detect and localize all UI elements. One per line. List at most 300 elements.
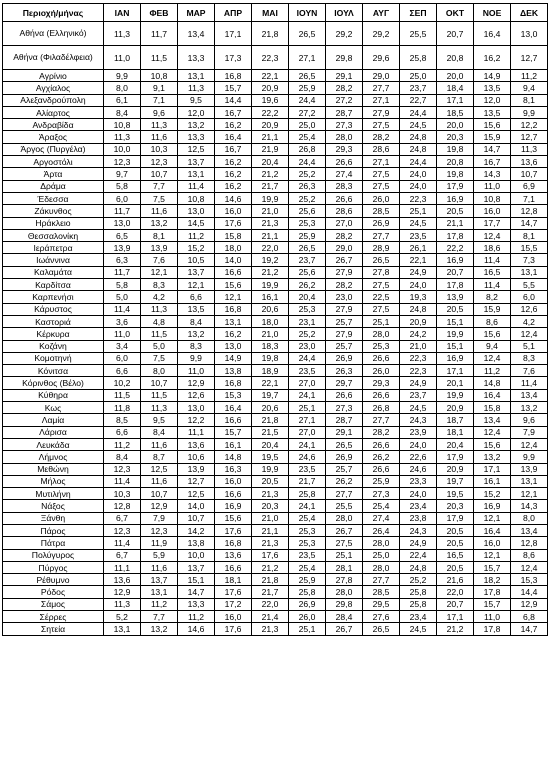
region-name-cell: Κόρινθος (Βέλο) [3, 377, 104, 389]
temperature-cell: 8,1 [511, 94, 548, 106]
temperature-cell: 26,9 [326, 451, 363, 463]
temperature-cell: 18,6 [474, 242, 511, 254]
temperature-cell: 24,3 [400, 524, 437, 536]
temperature-cell: 13,9 [178, 463, 215, 475]
temperature-cell: 7,6 [511, 365, 548, 377]
temperature-cell: 10,8 [178, 192, 215, 204]
temperature-cell: 27,3 [363, 488, 400, 500]
temperature-cell: 16,2 [215, 119, 252, 131]
column-header-month: ΙΑΝ [104, 4, 141, 22]
temperature-cell: 20,7 [437, 22, 474, 46]
temperature-cell: 4,2 [511, 315, 548, 327]
region-name-cell: Ρόδος [3, 586, 104, 598]
temperature-cell: 24,9 [400, 266, 437, 278]
temperature-cell: 29,6 [363, 46, 400, 70]
temperature-cell: 21,8 [252, 574, 289, 586]
temperature-cell: 11,6 [141, 131, 178, 143]
temperature-cell: 22,3 [400, 192, 437, 204]
temperature-cell: 29,1 [326, 70, 363, 82]
table-row [3, 340, 548, 352]
temperature-cell: 25,7 [326, 340, 363, 352]
temperature-cell: 10,6 [178, 451, 215, 463]
temperature-cell: 21,3 [252, 537, 289, 549]
temperature-cell: 12,7 [178, 475, 215, 487]
temperature-cell: 26,0 [289, 611, 326, 623]
temperature-cell: 26,6 [326, 156, 363, 168]
temperature-cell: 20,8 [437, 156, 474, 168]
temperature-cell: 11,6 [141, 561, 178, 573]
temperature-cell: 27,7 [363, 414, 400, 426]
temperature-cell: 20,9 [252, 119, 289, 131]
temperature-cell: 27,5 [363, 180, 400, 192]
temperature-cell: 17,1 [437, 94, 474, 106]
table-row [3, 451, 548, 463]
temperature-cell: 29,1 [326, 426, 363, 438]
region-name-cell: Σητεία [3, 623, 104, 635]
temperature-cell: 29,8 [326, 46, 363, 70]
temperature-cell: 23,7 [400, 82, 437, 94]
temperature-cell: 11,2 [178, 229, 215, 241]
column-header-month: ΣΕΠ [400, 4, 437, 22]
temperature-cell: 20,3 [437, 131, 474, 143]
table-row [3, 131, 548, 143]
temperature-cell: 23,5 [289, 463, 326, 475]
temperature-cell: 10,7 [141, 488, 178, 500]
temperature-cell: 21,8 [252, 414, 289, 426]
temperature-cell: 3,6 [104, 315, 141, 327]
region-name-cell: Μυτιλήνη [3, 488, 104, 500]
region-name-cell: Λευκάδα [3, 438, 104, 450]
temperature-cell: 28,0 [363, 561, 400, 573]
temperature-cell: 17,2 [215, 598, 252, 610]
temperature-cell: 26,6 [326, 389, 363, 401]
temperature-cell: 13,4 [511, 389, 548, 401]
region-name-cell: Κύθηρα [3, 389, 104, 401]
temperature-cell: 23,4 [400, 611, 437, 623]
temperature-cell: 12,5 [178, 488, 215, 500]
temperature-cell: 20,6 [252, 402, 289, 414]
temperature-cell: 13,9 [511, 463, 548, 475]
temperature-cell: 19,9 [252, 192, 289, 204]
temperature-cell: 13,9 [141, 242, 178, 254]
temperature-cell: 25,2 [400, 574, 437, 586]
temperature-cell: 20,9 [400, 315, 437, 327]
temperature-cell: 24,5 [400, 217, 437, 229]
table-row [3, 229, 548, 241]
temperature-cell: 26,9 [289, 598, 326, 610]
temperature-cell: 15,1 [437, 340, 474, 352]
temperature-cell: 18,4 [437, 82, 474, 94]
region-name-cell: Αγρίνιο [3, 70, 104, 82]
region-name-cell: Νάξος [3, 500, 104, 512]
temperature-cell: 18,0 [252, 315, 289, 327]
temperature-cell: 24,4 [400, 156, 437, 168]
temperature-cell: 13,1 [178, 168, 215, 180]
temperature-cell: 13,1 [141, 586, 178, 598]
temperature-cell: 27,9 [363, 106, 400, 118]
temperature-cell: 24,0 [400, 279, 437, 291]
temperature-cell: 8,6 [511, 549, 548, 561]
temperature-cell: 10,7 [511, 168, 548, 180]
temperature-cell: 24,4 [289, 94, 326, 106]
temperature-cell: 11,4 [104, 537, 141, 549]
temperature-cell: 12,3 [104, 463, 141, 475]
temperature-cell: 27,3 [326, 119, 363, 131]
temperature-cell: 21,0 [252, 328, 289, 340]
temperature-cell: 24,0 [400, 438, 437, 450]
table-row [3, 192, 548, 204]
temperature-cell: 13,6 [511, 156, 548, 168]
table-row [3, 254, 548, 266]
temperature-cell: 13,7 [178, 156, 215, 168]
temperature-cell: 27,1 [289, 46, 326, 70]
temperature-cell: 12,8 [511, 205, 548, 217]
temperature-cell: 12,2 [178, 414, 215, 426]
temperature-cell: 21,4 [252, 611, 289, 623]
temperature-cell: 15,8 [474, 402, 511, 414]
temperature-cell: 25,3 [289, 524, 326, 536]
temperature-cell: 11,6 [141, 438, 178, 450]
temperature-cell: 12,1 [474, 512, 511, 524]
temperature-cell: 28,2 [363, 131, 400, 143]
temperature-cell: 13,2 [474, 451, 511, 463]
table-row [3, 402, 548, 414]
temperature-cell: 18,2 [474, 574, 511, 586]
temperature-cell: 25,8 [289, 488, 326, 500]
temperature-cell: 10,3 [104, 488, 141, 500]
temperature-cell: 24,8 [400, 143, 437, 155]
temperature-cell: 29,0 [326, 242, 363, 254]
column-header-month: ΦΕΒ [141, 4, 178, 22]
temperature-cell: 14,8 [474, 377, 511, 389]
temperature-cell: 28,6 [363, 143, 400, 155]
temperature-cell: 25,5 [326, 500, 363, 512]
temperature-cell: 14,3 [511, 500, 548, 512]
temperature-cell: 28,4 [326, 611, 363, 623]
region-name-cell: Άργος (Πυργέλα) [3, 143, 104, 155]
temperature-cell: 17,6 [215, 586, 252, 598]
table-row [3, 156, 548, 168]
temperature-cell: 17,6 [252, 549, 289, 561]
table-row [3, 94, 548, 106]
temperature-cell: 12,1 [215, 291, 252, 303]
temperature-cell: 12,0 [178, 106, 215, 118]
temperature-cell: 24,5 [400, 119, 437, 131]
region-name-cell: Κάρυστος [3, 303, 104, 315]
temperature-cell: 28,9 [363, 242, 400, 254]
temperature-cell: 13,4 [511, 524, 548, 536]
temperature-cell: 5,2 [104, 611, 141, 623]
temperature-cell: 18,9 [252, 365, 289, 377]
temperature-cell: 26,7 [326, 623, 363, 635]
temperature-cell: 16,3 [215, 463, 252, 475]
temperature-cell: 15,2 [178, 242, 215, 254]
temperature-cell: 15,9 [474, 131, 511, 143]
temperature-cell: 16,6 [215, 266, 252, 278]
temperature-cell: 26,6 [363, 352, 400, 364]
temperature-cell: 25,0 [289, 119, 326, 131]
temperature-cell: 12,1 [474, 549, 511, 561]
temperature-cell: 25,9 [289, 82, 326, 94]
table-row [3, 279, 548, 291]
temperature-cell: 15,8 [215, 229, 252, 241]
temperature-cell: 10,0 [178, 549, 215, 561]
temperature-cell: 17,7 [474, 217, 511, 229]
temperature-cell: 10,8 [474, 192, 511, 204]
temperature-cell: 26,2 [289, 279, 326, 291]
temperature-cell: 8,7 [141, 451, 178, 463]
temperature-cell: 5,0 [141, 340, 178, 352]
temperature-cell: 22,4 [400, 549, 437, 561]
temperature-cell: 11,4 [178, 180, 215, 192]
temperature-cell: 6,8 [511, 611, 548, 623]
temperature-cell: 10,8 [141, 70, 178, 82]
temperature-cell: 26,4 [363, 524, 400, 536]
temperature-cell: 7,7 [141, 180, 178, 192]
temperature-cell: 25,2 [289, 192, 326, 204]
temperature-cell: 28,3 [326, 180, 363, 192]
temperature-cell: 11,7 [104, 205, 141, 217]
header-row [3, 4, 548, 22]
temperature-cell: 11,0 [474, 180, 511, 192]
temperature-cell: 24,2 [400, 328, 437, 340]
temperature-cell: 14,6 [215, 192, 252, 204]
temperature-cell: 13,9 [437, 291, 474, 303]
region-name-cell: Σάμος [3, 598, 104, 610]
table-row [3, 488, 548, 500]
temperature-cell: 11,2 [141, 598, 178, 610]
region-name-cell: Πολύγυρος [3, 549, 104, 561]
temperature-cell: 11,4 [474, 279, 511, 291]
temperature-cell: 13,0 [215, 340, 252, 352]
temperature-cell: 17,6 [215, 623, 252, 635]
temperature-cell: 11,5 [141, 389, 178, 401]
temperature-cell: 24,0 [400, 488, 437, 500]
temperature-cell: 23,1 [289, 315, 326, 327]
temperature-cell: 28,2 [326, 82, 363, 94]
temperature-cell: 29,5 [363, 598, 400, 610]
temperature-cell: 28,0 [326, 512, 363, 524]
temperature-cell: 5,1 [511, 340, 548, 352]
temperature-cell: 15,7 [215, 426, 252, 438]
temperature-cell: 7,7 [141, 611, 178, 623]
temperature-cell: 24,5 [400, 623, 437, 635]
temperature-cell: 15,9 [474, 303, 511, 315]
temperature-cell: 13,7 [178, 266, 215, 278]
temperature-cell: 24,8 [400, 303, 437, 315]
temperature-cell: 21,7 [252, 586, 289, 598]
temperature-cell: 5,8 [104, 279, 141, 291]
temperature-cell: 15,7 [215, 82, 252, 94]
temperature-cell: 25,7 [326, 463, 363, 475]
temperature-cell: 18,1 [437, 426, 474, 438]
temperature-cell: 21,3 [252, 488, 289, 500]
temperature-cell: 18,5 [437, 106, 474, 118]
temperature-cell: 22,0 [252, 598, 289, 610]
temperature-cell: 23,7 [289, 254, 326, 266]
temperature-cell: 27,2 [326, 94, 363, 106]
temperature-cell: 26,8 [363, 402, 400, 414]
temperature-cell: 20,5 [437, 205, 474, 217]
table-row [3, 414, 548, 426]
column-header-month: ΝΟΕ [474, 4, 511, 22]
region-name-cell: Αγχίαλος [3, 82, 104, 94]
temperature-cell: 22,1 [252, 377, 289, 389]
table-row [3, 328, 548, 340]
temperature-cell: 13,9 [104, 242, 141, 254]
temperature-cell: 16,4 [474, 22, 511, 46]
temperature-cell: 12,4 [511, 561, 548, 573]
temperature-cell: 16,4 [474, 389, 511, 401]
temperature-cell: 25,3 [363, 340, 400, 352]
temperature-cell: 29,8 [326, 598, 363, 610]
region-name-cell: Ιεράπετρα [3, 242, 104, 254]
temperature-cell: 8,3 [178, 340, 215, 352]
temperature-cell: 13,6 [215, 549, 252, 561]
temperature-cell: 17,9 [437, 180, 474, 192]
temperature-cell: 24,5 [400, 402, 437, 414]
region-name-cell: Ανδραβίδα [3, 119, 104, 131]
region-name-cell: Έδεσσα [3, 192, 104, 204]
temperature-cell: 27,0 [289, 426, 326, 438]
temperature-cell: 8,3 [141, 279, 178, 291]
table-row [3, 365, 548, 377]
temperature-cell: 23,5 [289, 549, 326, 561]
temperature-cell: 8,1 [511, 229, 548, 241]
temperature-cell: 11,0 [104, 328, 141, 340]
temperature-cell: 26,7 [326, 254, 363, 266]
column-header-month: ΑΥΓ [363, 4, 400, 22]
table-row [3, 217, 548, 229]
temperature-cell: 19,8 [437, 143, 474, 155]
temperature-cell: 11,2 [511, 70, 548, 82]
column-header-month: ΔΕΚ [511, 4, 548, 22]
temperature-cell: 25,4 [289, 512, 326, 524]
temperature-cell: 27,9 [326, 303, 363, 315]
temperature-cell: 6,1 [104, 94, 141, 106]
temperature-cell: 18,1 [215, 574, 252, 586]
temperature-cell: 8,0 [141, 365, 178, 377]
temperature-cell: 12,2 [511, 119, 548, 131]
temperature-cell: 24,0 [400, 180, 437, 192]
temperature-cell: 29,2 [363, 22, 400, 46]
temperature-cell: 6,0 [511, 291, 548, 303]
temperature-cell: 12,7 [511, 46, 548, 70]
temperature-cell: 12,9 [178, 377, 215, 389]
temperature-cell: 7,6 [141, 254, 178, 266]
temperature-cell: 11,7 [104, 266, 141, 278]
temperature-cell: 23,8 [400, 512, 437, 524]
temperature-cell: 12,1 [178, 279, 215, 291]
temperature-cell: 26,5 [289, 70, 326, 82]
temperature-cell: 22,7 [400, 94, 437, 106]
temperature-cell: 20,4 [252, 438, 289, 450]
region-name-cell: Ξάνθη [3, 512, 104, 524]
region-name-cell: Ρέθυμνο [3, 574, 104, 586]
temperature-cell: 15,6 [215, 512, 252, 524]
temperature-cell: 25,8 [400, 46, 437, 70]
temperature-cell: 25,1 [400, 205, 437, 217]
temperature-cell: 9,4 [511, 82, 548, 94]
temperature-cell: 8,1 [141, 229, 178, 241]
region-name-cell: Σέρρες [3, 611, 104, 623]
temperature-cell: 13,4 [178, 22, 215, 46]
table-row [3, 315, 548, 327]
temperature-cell: 11,3 [141, 303, 178, 315]
temperature-cell: 26,0 [363, 365, 400, 377]
temperature-cell: 25,2 [289, 328, 326, 340]
temperature-cell: 12,4 [511, 328, 548, 340]
table-row [3, 438, 548, 450]
temperature-cell: 17,1 [437, 365, 474, 377]
temperature-cell: 13,1 [511, 266, 548, 278]
temperature-cell: 11,6 [141, 205, 178, 217]
temperature-cell: 24,9 [400, 377, 437, 389]
temperature-cell: 10,7 [178, 512, 215, 524]
temperature-cell: 14,8 [215, 451, 252, 463]
temperature-cell: 11,5 [141, 46, 178, 70]
temperature-cell: 24,1 [289, 438, 326, 450]
temperature-cell: 28,2 [326, 279, 363, 291]
temperature-cell: 16,1 [252, 291, 289, 303]
temperature-cell: 24,4 [289, 352, 326, 364]
temperature-cell: 12,1 [141, 266, 178, 278]
temperature-cell: 19,9 [437, 389, 474, 401]
temperature-cell: 16,4 [215, 402, 252, 414]
table-row [3, 561, 548, 573]
temperature-cell: 29,3 [326, 143, 363, 155]
temperature-cell: 6,7 [104, 512, 141, 524]
temperature-cell: 26,3 [326, 365, 363, 377]
temperature-cell: 28,2 [326, 229, 363, 241]
table-row [3, 106, 548, 118]
region-name-cell: Αθήνα (Ελληνικό) [3, 22, 104, 46]
temperature-cell: 16,9 [437, 254, 474, 266]
temperature-cell: 24,6 [289, 451, 326, 463]
temperature-cell: 14,3 [474, 168, 511, 180]
temperature-cell: 25,6 [289, 205, 326, 217]
temperature-cell: 13,7 [178, 561, 215, 573]
temperature-cell: 27,8 [326, 574, 363, 586]
temperature-cell: 7,5 [141, 192, 178, 204]
table-row [3, 180, 548, 192]
temperature-cell: 16,0 [474, 205, 511, 217]
temperature-cell: 16,0 [215, 205, 252, 217]
temperature-cell: 20,5 [437, 524, 474, 536]
temperature-cell: 11,5 [104, 389, 141, 401]
temperature-cell: 17,6 [215, 524, 252, 536]
temperature-cell: 15,6 [474, 328, 511, 340]
temperature-cell: 13,0 [104, 217, 141, 229]
temperature-cell: 23,5 [289, 365, 326, 377]
temperature-cell: 25,1 [326, 549, 363, 561]
temperature-cell: 29,7 [326, 377, 363, 389]
temperature-cell: 21,3 [252, 623, 289, 635]
temperature-cell: 12,8 [511, 537, 548, 549]
temperature-cell: 16,8 [215, 377, 252, 389]
temperature-cell: 16,7 [474, 156, 511, 168]
temperature-cell: 28,0 [326, 131, 363, 143]
table-row [3, 463, 548, 475]
temperature-cell: 26,6 [363, 389, 400, 401]
temperature-cell: 13,0 [178, 402, 215, 414]
temperature-cell: 11,3 [178, 82, 215, 94]
temperature-cell: 25,6 [289, 266, 326, 278]
column-header-month: ΜΑΙ [252, 4, 289, 22]
region-name-cell: Κόνιτσα [3, 365, 104, 377]
temperature-cell: 17,6 [215, 217, 252, 229]
temperature-cell: 27,0 [326, 217, 363, 229]
